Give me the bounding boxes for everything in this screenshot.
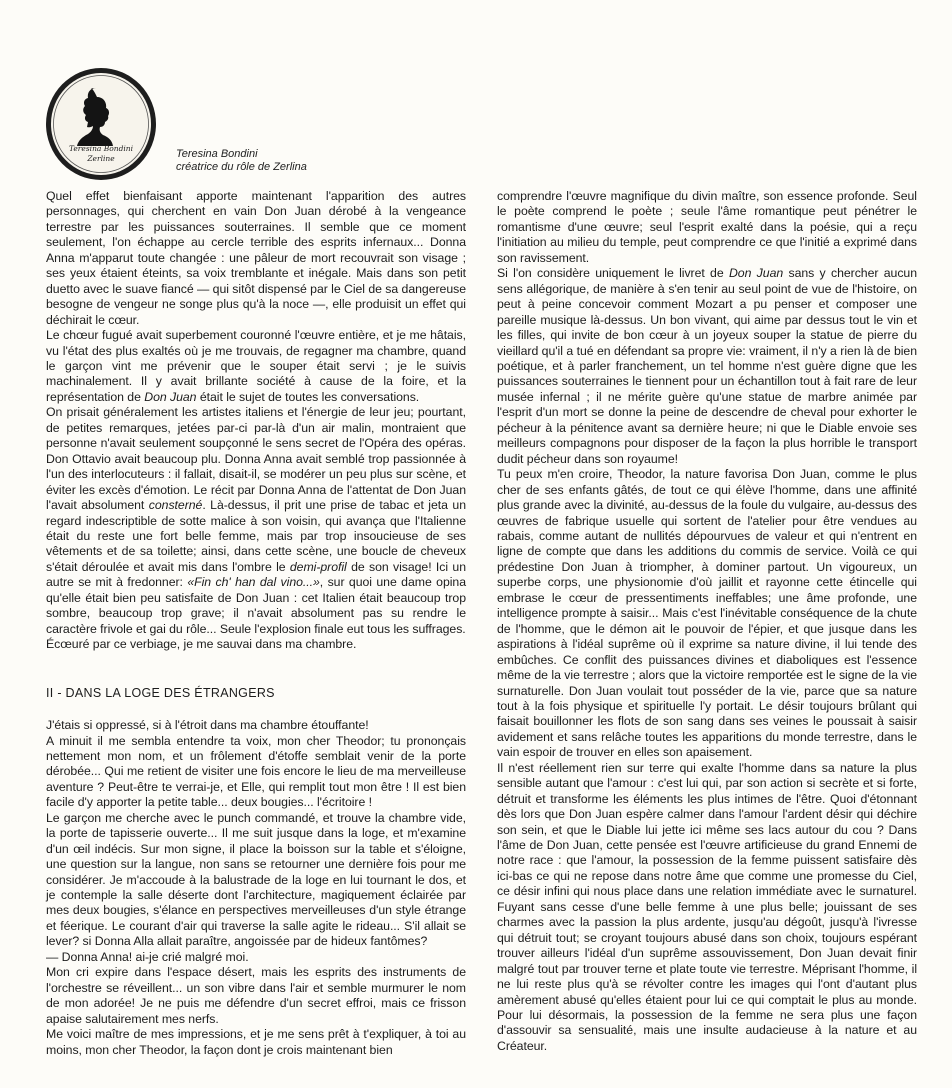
paragraph: Quel effet bienfaisant apporte maintenant l'apparition des autres personnages, qui cherchent en vain Don Juan dérobé à la vengeance terrestre par les puissances souterraines. Il semble que ce moment seulement, l'on échappe au cercle terrible des esprits infernaux... Donna Anna m'apparut toute changée : une pâleur de mort recouvrait son visage ; ses yeux étaient éteints, sa voix tremblante et inégale. Mais dans son petit duetto avec le suave fiancé — qui sitôt dispensé par le Ciel de sa dangereuse besogne de vengeur ne songe plus qu'à la noce —, elle produisit un effet qui déchirait le cœur. [46, 189, 466, 327]
paragraph: On prisait généralement les artistes italiens et l'énergie de leur jeu; pourtant, de petites remarques, jetées par-ci par-là d'un air malin, montraient que personne n'avait seulement soupçonné le sens secret de l'Opéra des opéras. Don Ottavio avait beaucoup plu. Donna Anna avait semblé trop passionnée à l'un des interlocuteurs : il fallait, disait-il, se modérer un peu plus sur scène, et éviter les excès d'émotion. Le récit par Donna Anna de l'attentat de Don Juan l'avait absolument consterné. Là-dessus, il prit une prise de tabac et jeta un regard indescriptible de sotte malice à son voisin, qui avança que l'Italienne était du reste une fort belle femme, mais par trop insoucieuse de ses vêtements et de sa toilette; ainsi, dans cette scène, une boucle de cheveux s'était déroulée et avait mis dans l'ombre le demi-profil de son visage! Ici un autre se mit à fredonner: «Fin ch' han dal vino...», sur quoi une dame opina qu'elle était bien peu satisfaite de Don Juan : cet Italien était beaucoup trop sombre, beaucoup trop grave; il n'avait absolument pas su rendre le caractère frivole et gai du rôle... Seule l'explosion finale eut tous les suffrages. [46, 405, 466, 636]
medallion-inscription-role: Zerline [87, 154, 115, 163]
medallion-inscription-name: Teresina Bondini [68, 144, 134, 153]
portrait-caption [176, 148, 307, 174]
left-text-column [46, 189, 466, 1058]
paragraph: Écœuré par ce verbiage, je me sauvai dans ma chambre. [46, 637, 357, 652]
paragraph: — Donna Anna! ai-je crié malgré moi. [46, 949, 249, 964]
paragraph: Le chœur fugué avait superbement couronné l'œuvre entière, et je me hâtais, vu l'état des plus exaltés où je me trouvais, de regagner ma chambre, quand le garçon vint me prévenir que le souper était servi ; je le suivis machinalement. Il y avait brillante société à cause de la foire, et la représentation de Don Juan était le sujet de toutes les conversations. [46, 328, 466, 404]
paragraph: A minuit il me sembla entendre ta voix, mon cher Theodor; tu prononçais nettement mon nom, et un frôlement d'étoffe semblait venir de la porte dérobée... Qui me retient de visiter une fois encore le lieu de ma merveilleuse aventure ? Peut-être te verrai-je, et Elle, qui remplit tout mon être ! Il est bien facile d'y apporter la petite table... deux bougies... l'écritoire ! [46, 733, 466, 810]
paragraph: Le garçon me cherche avec le punch commandé, et trouve la chambre vide, la porte de tapisserie ouverte... Il me suit jusque dans la loge, et m'examine d'un œil indécis. Sur mon signe, il place la boisson sur la table et s'éloigne, une question sur la langue, non sans se retourner une dernière fois pour me considérer. Je m'accoude à la balustrade de la loge en lui tournant le dos, et je contemple la salle déserte dont l'architecture, magiquement éclairée par mes deux bougies, s'élance en perspectives merveilleuses d'un style étrange et féerique. Le courant d'air qui traverse la salle agite le rideau... S'il allait se lever? si Donna Alla allait paraître, angoissée par de hideux fantômes? [46, 810, 466, 949]
portrait-medallion [44, 66, 158, 182]
paragraph: Mon cri expire dans l'espace désert, mais les esprits des instruments de l'orchestre se réveillent... un son vibre dans l'air et semble murmurer le nom de mon adorée! Je ne puis me défendre d'un secret effroi, mais ce frisson apaise salutairement mes nerfs. [46, 965, 466, 1026]
paragraph: Tu peux m'en croire, Theodor, la nature favorisa Don Juan, comme le plus cher de ses enfants gâtés, de tout ce qui élève l'homme, dans une affinité plus grande avec la divinité, au-dessus de la foule du vulgaire, au-dessus des œuvres de fabrique usuelle qui sortent de l'atelier pour être vendues au rabais, comme autant de nullités dépourvues de valeur et qui n'entrent en ligne de compte que dans les additions du commis de service. Voilà ce qui prédestine Don Juan à triompher, à dominer partout. Un vigoureux, un superbe corps, une physionomie d'où jaillit et rayonne cette étincelle qui embrase le cœur de pressentiments ineffables; une âme profonde, une intelligence prompte à saisir... Mais c'est l'inévitable conséquence de la chute de l'homme, que le démon ait le pouvoir de l'épier, et que jusque dans les aspirations à l'idéal suprême où il exprime sa nature divine, il lui tende des embûches. Ce conflit des puissances divines et diaboliques est l'essence même de la vie terrestre ; alors que la victoire remportée est le signe de la vie surnaturelle. Don Juan voulait tout posséder de la vie, parce que sa nature tout à la fois physique et spirituelle l'y portait. Le désir toujours brûlant qui faisait bouillonner les flots de son sang dans ses veines le poussait à saisir avidement et sans relâche toutes les apparitions du monde terrestre, dans le vain espoir de trouver en elles son apaisement. [497, 467, 917, 760]
right-text-column [497, 189, 917, 1054]
section-heading: II - DANS LA LOGE DES ÉTRANGERS [46, 685, 275, 700]
silhouette-portrait-image [44, 66, 158, 182]
paragraph: comprendre l'œuvre magnifique du divin maître, son essence profonde. Seul le poète comprend le poète ; seule l'âme romantique peut pénétrer le romantisme d'une œuvre; seul l'esprit exalté dans la poésie, qui a reçu l'initiation au milieu du temple, peut comprendre ce que l'initié a exprimé dans son ravissement. [497, 189, 917, 265]
paragraph: Si l'on considère uniquement le livret de Don Juan sans y chercher aucun sens allégorique, de manière à s'en tenir au seul point de vue de l'histoire, on peut à peine concevoir comment Mozart a pu penser et composer une pareille musique là-dessus. Un bon vivant, qui aime par dessus tout le vin et les filles, qui invite de bon cœur à un joyeux souper la statue de pierre du vieillard qu'il a tué en défendant sa propre vie: vraiment, il n'y a rien là de bien poétique, et à parler franchement, un tel homme n'est guère digne que les puissances souterraines le tiennent pour un échantillon tout à fait rare de leur musée infernal ; il ne mérite guère qu'une statue de marbre animée par l'esprit d'un mort se donne la peine de descendre de cheval pour exhorter le pécheur à la pénitence avant sa dernière heure; ni que le Diable envoie ses meilleurs compagnons pour disposer de la façon la plus horrible le transport dudit pécheur dans son royaume! [497, 266, 917, 466]
caption-name: Teresina Bondini [176, 148, 258, 160]
paragraph: J'étais si oppressé, si à l'étroit dans ma chambre étouffante! [46, 718, 369, 733]
paragraph: Il n'est réellement rien sur terre qui exalte l'homme dans sa nature la plus sensible autant que l'amour : c'est lui qui, par son action si secrète et si forte, détruit et transforme les éléments les plus intimes de l'être. Quoi d'étonnant dès lors que Don Juan espère calmer dans l'amour l'ardent désir qui déchire son sein, et que le Diable lui jette ici même ses lacs autour du cou ? Dans l'âme de Don Juan, cette pensée est l'œuvre artificieuse du grand Ennemi de notre race : que l'amour, la possession de la femme puissent satisfaire dès ici-bas ce qui ne repose dans notre âme que comme une promesse du Ciel, ce désir infini qui nous place dans une relation immédiate avec le surnaturel. Fuyant sans cesse d'une belle femme à une plus belle; jouissant de ses charmes avec la passion la plus ardente, jusqu'au dégoût, jusqu'à l'ivresse qui détruit tout; se croyant toujours abusé dans son choix, toujours espérant trouver ailleurs l'idéal d'un suprême assouvissement, Don Juan devait finir malgré tout par trouver terne et plate toute vie terrestre. Méprisant l'homme, il ne lui reste plus qu'à se révolter contre les images qui l'ont d'autant plus amèrement abusé qu'elles étaient pour lui ce qui comptait le plus au monde. Pour lui désormais, la possession de la femme ne sera plus une façon d'assouvir sa sensualité, mais une insulte audacieuse à la nature et au Créateur. [497, 760, 917, 1053]
paragraph: Me voici maître de mes impressions, et je me sens prêt à t'expliquer, à toi au moins, mon cher Theodor, la façon dont je crois maintenant bien [46, 1027, 466, 1057]
caption-role: créatrice du rôle de Zerlina [176, 161, 307, 173]
